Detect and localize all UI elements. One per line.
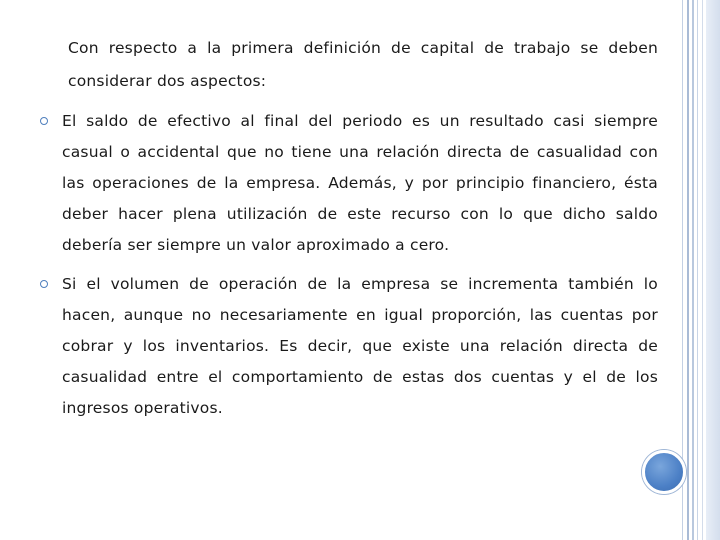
frame-line bbox=[697, 0, 698, 540]
blue-orb-icon bbox=[642, 450, 686, 494]
hollow-circle-bullet-icon bbox=[40, 117, 48, 125]
bullet-list bbox=[62, 106, 658, 424]
bullet-text: El saldo de efectivo al final del periodo es un resultado casi siempre casual o accidental que no tiene una relación directa de casualidad con las operaciones de la empresa. Además, y por principio financiero, ésta deber hacer plena utilización de este recurso con lo que dicho saldo debería ser siempre un valor aproximado a cero. bbox=[62, 112, 658, 254]
slide-body bbox=[62, 32, 658, 432]
intro-paragraph: Con respecto a la primera definición de capital de trabajo se deben considerar dos aspectos: bbox=[68, 39, 658, 90]
frame-line bbox=[692, 0, 694, 540]
frame-line bbox=[687, 0, 689, 540]
bullet-text: Si el volumen de operación de la empresa se incrementa también lo hacen, aunque no necesariamente en igual proporción, las cuentas por cobrar y los inventarios. Es decir, que existe una relación directa de casualidad entre el comportamiento de estas dos cuentas y el de los ingresos operativos. bbox=[62, 275, 658, 417]
hollow-circle-bullet-icon bbox=[40, 280, 48, 288]
bullet-item bbox=[62, 106, 658, 261]
frame-edge-band bbox=[706, 0, 720, 540]
bullet-item bbox=[62, 269, 658, 424]
frame-line bbox=[702, 0, 703, 540]
